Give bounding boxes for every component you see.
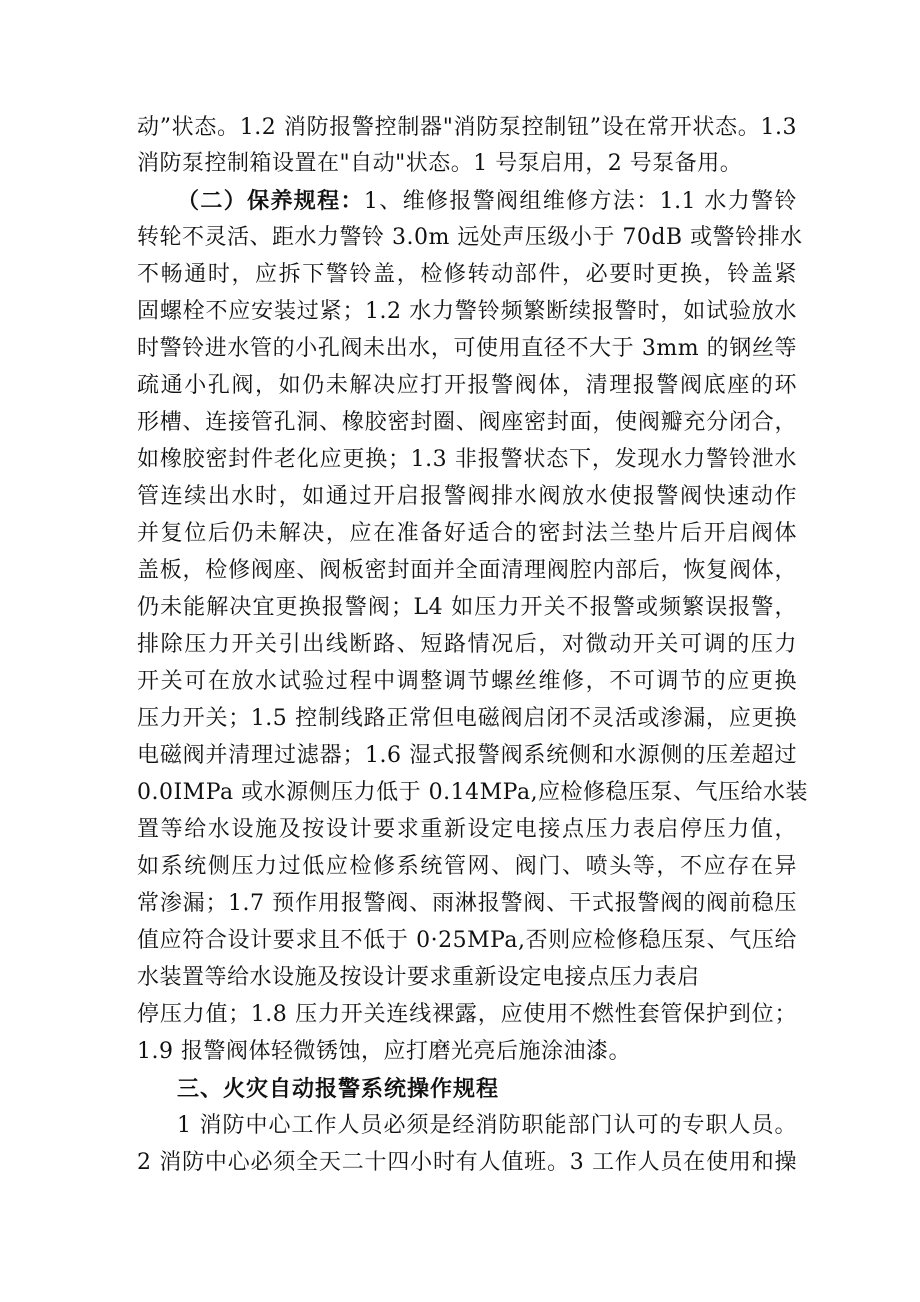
text-span: 1、维修报警阀组维修方法：1.1 水力警铃 bbox=[363, 189, 797, 214]
text-line: 仍未能解决宜更换报警阀；L4 如压力开关不报警或频繁误报警， bbox=[137, 595, 797, 620]
text-line: 时警铃进水管的小孔阀未出水，可使用直径不大于 3mm 的钢丝等 bbox=[137, 336, 797, 361]
text-line: 并复位后仍未解决，应在准备好适合的密封法兰垫片后开启阀体 bbox=[137, 521, 797, 546]
text-line: 开关可在放水试验过程中调整调节螺丝维修，不可调节的应更换 bbox=[137, 669, 797, 694]
text-line: 不畅通时，应拆下警铃盖，检修转动部件，必要时更换，铃盖紧 bbox=[137, 262, 797, 287]
text-line: 转轮不灵活、距水力警铃 3.0m 远处声压级小于 70dB 或警铃排水 bbox=[137, 225, 803, 250]
text-line: 电磁阀并清理过滤器；1.6 湿式报警阀系统侧和水源侧的压差超过 bbox=[137, 743, 797, 768]
text-line: 0.0IMPa 或水源侧压力低于 0.14MPa,应检修稳压泵、气压给水装 bbox=[137, 780, 809, 805]
text-line: 疏通小孔阀，如仍未解决应打开报警阀体，清理报警阀底座的环 bbox=[137, 373, 797, 398]
text-line: 1.9 报警阀体轻微锈蚀，应打磨光亮后施涂油漆。 bbox=[137, 1039, 631, 1064]
text-line: 1 消防中心工作人员必须是经消防职能部门认可的专职人员。 bbox=[177, 1113, 797, 1138]
text-line: 固螺栓不应安装过紧；1.2 水力警铃频繁断续报警时，如试验放水 bbox=[137, 299, 797, 324]
text-line: 压力开关；1.5 控制线路正常但电磁阀启闭不灵活或渗漏，应更换 bbox=[137, 706, 797, 731]
text-line: 排除压力开关引出线断路、短路情况后，对微动开关可调的压力 bbox=[137, 632, 797, 657]
text-line: 如橡胶密封件老化应更换；1.3 非报警状态下，发现水力警铃泄水 bbox=[137, 447, 797, 472]
text-line: 形槽、连接管孔洞、橡胶密封圈、阀座密封面，使阀瓣充分闭合， bbox=[137, 410, 797, 435]
text-line: 常渗漏；1.7 预作用报警阀、雨淋报警阀、干式报警阀的阀前稳压 bbox=[137, 891, 797, 916]
text-line: 值应符合设计要求且不低于 0·25MPa,否则应检修稳压泵、气压给 bbox=[137, 928, 797, 953]
section-heading: 三、火灾自动报警系统操作规程 bbox=[177, 1076, 500, 1102]
text-line: 2 消防中心必须全天二十四小时有人值班。3 工作人员在使用和操 bbox=[137, 1150, 797, 1175]
text-line: 消防泵控制箱设置在"自动"状态。1 号泵启用，2 号泵备用。 bbox=[137, 151, 743, 176]
text-line: 置等给水设施及按设计要求重新设定电接点压力表启停压力值， bbox=[137, 817, 797, 842]
text-line: 如系统侧压力过低应检修系统管网、阀门、喷头等，不应存在异 bbox=[137, 854, 797, 879]
text-line: 盖板，检修阀座、阀板密封面并全面清理阀腔内部后，恢复阀体， bbox=[137, 558, 797, 583]
text-line: 动”状态。1.2 消防报警控制器"消防泵控制钮”设在常开状态。1.3 bbox=[137, 115, 797, 140]
subsection-label: （二）保养规程： bbox=[177, 188, 364, 214]
text-line bbox=[177, 187, 797, 215]
text-line: 管连续出水时，如通过开启报警阀排水阀放水使报警阀快速动作 bbox=[137, 484, 797, 509]
text-line: 停压力值；1.8 压力开关连线裸露，应使用不燃性套管保护到位； bbox=[137, 1002, 797, 1027]
text-line: 水装置等给水设施及按设计要求重新设定电接点压力表启 bbox=[137, 965, 700, 990]
